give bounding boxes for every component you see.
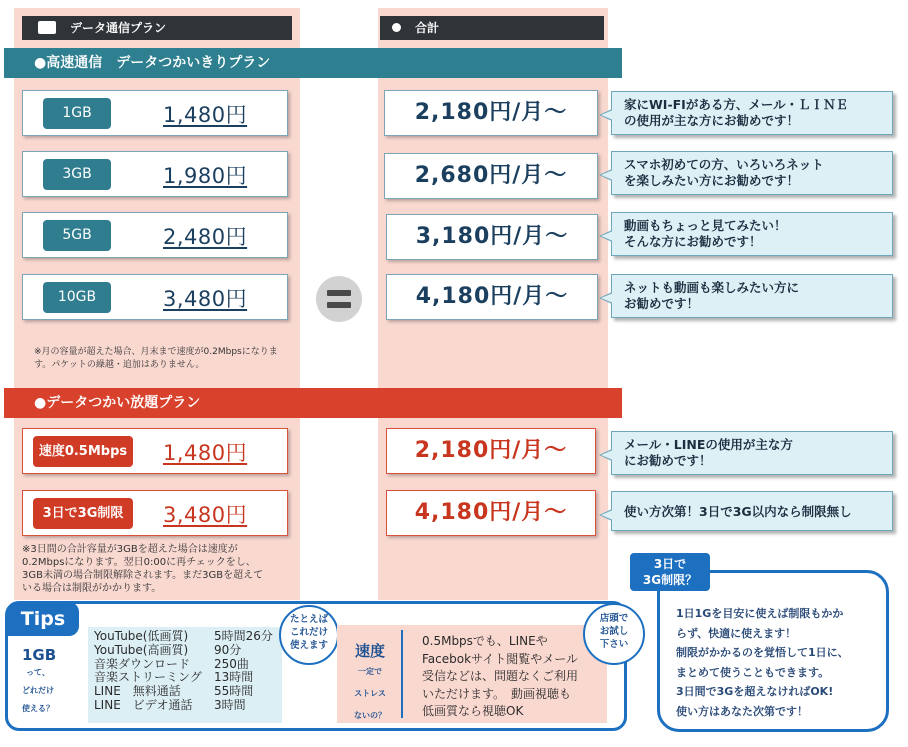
plan-tag: 1GB <box>43 98 111 129</box>
speed-sub-line: ないの？ <box>354 711 386 720</box>
recommendation-line: そんな方にお勧めです！ <box>624 234 762 249</box>
plan-row-1gb[interactable] <box>22 90 288 136</box>
speed-divider <box>401 630 403 718</box>
note-line: ※月の容量が超えた場合、月末まで速度が0.2Mbpsになりま <box>34 347 278 357</box>
total-3day-3g-limit: 4,180円/月～ <box>386 490 596 536</box>
usage-value: 250曲 <box>214 656 249 671</box>
speed-sub-line: 一定で <box>358 667 382 676</box>
tips-question-line: 使える？ <box>22 704 54 713</box>
recommendation-10gb <box>611 274 893 318</box>
speed-text <box>422 633 610 721</box>
usage-list <box>94 630 278 713</box>
plan-price: 3,480円 <box>163 503 248 527</box>
usage-name: LINE 無料通話 <box>94 684 181 699</box>
limit-info-line: 使い方はあなた次第です！ <box>676 704 808 718</box>
plan-price: 1,480円 <box>163 103 248 127</box>
usage-value: 90分 <box>214 642 242 657</box>
limit-info-line: らず、快適に使えます！ <box>676 626 797 640</box>
usage-name: YouTube(高画質) <box>94 642 189 657</box>
plan-price: 2,480円 <box>163 225 248 249</box>
equals-icon <box>316 276 362 322</box>
recommendation-line: 使い方次第！3日で3G以内なら制限無し <box>624 504 852 519</box>
usage-row <box>94 630 278 644</box>
recommendation-1gb <box>611 91 893 135</box>
recommendation-speed-0-5mbps <box>611 431 893 475</box>
equals-bar <box>327 290 351 296</box>
limit-badge-line: 3日で <box>653 557 687 571</box>
recommendation-line: スマホ初めての方、いろいろネット <box>624 157 824 172</box>
bubble-line: 下さい <box>599 639 629 650</box>
total-5gb: 3,180円/月～ <box>386 214 598 260</box>
unlimited-section-title: ●データつかい放題プラン <box>4 388 622 418</box>
recommendation-line: 家にWI-FIがある方、メール・ＬＩＮＥ <box>624 97 849 112</box>
speed-text-line: Facebokサイト閲覧やメール <box>422 651 578 666</box>
bubble-line: 店頭で <box>599 613 629 624</box>
recommendation-line: ネットも動画も楽しみたい方に <box>624 280 800 295</box>
note-line: 0.2Mbpsになります。翌日0:00に再チェックをし、 <box>22 557 256 568</box>
note-line: す。パケットの繰越・追加はありません。 <box>34 360 205 370</box>
plan-tag: 3GB <box>43 159 111 190</box>
recommendation-line: 動画もちょっと見てみたい！ <box>624 218 787 233</box>
plan-tag: 3日で3G制限 <box>33 498 133 529</box>
card-icon <box>38 21 56 34</box>
usage-row <box>94 644 278 658</box>
example-bubble <box>279 605 339 665</box>
usage-value: 13時間 <box>214 670 254 685</box>
plan-tag: 速度0.5Mbps <box>33 436 133 467</box>
bubble-line: たとえば <box>289 614 328 625</box>
recommendation-line: にお勧めです！ <box>624 453 712 468</box>
limit-info-line: まとめて使うこともできます。 <box>676 665 830 679</box>
total-10gb: 4,180円/月～ <box>386 274 598 320</box>
total-3gb: 2,680円/月～ <box>384 153 598 199</box>
usage-row <box>94 699 278 713</box>
recommendation-line: の使用が主な方にお勧めです！ <box>624 113 800 128</box>
high-speed-note <box>34 346 298 372</box>
note-line: いる場合は制限がかかります。 <box>22 583 162 594</box>
bullet-icon <box>392 23 401 32</box>
plan-price: 1,980円 <box>163 164 248 188</box>
plan-price: 1,480円 <box>163 441 248 465</box>
data-plan-header <box>22 16 292 40</box>
speed-title: 速度 <box>354 642 385 660</box>
recommendation-3gb <box>611 151 893 195</box>
tips-question-line: どれだけ <box>22 686 54 695</box>
usage-value: 3時間 <box>214 697 246 712</box>
tips-question-line: って、 <box>26 668 50 677</box>
plan-row-speed-0-5mbps[interactable] <box>22 428 288 474</box>
limit-badge <box>630 553 710 591</box>
tips-question <box>22 646 82 718</box>
total-header-label: 合計 <box>415 21 440 35</box>
speed-text-line: 0.5Mbpsでも、LINEや <box>422 634 548 648</box>
total-header <box>380 16 604 40</box>
limit-info-line: 制限がかかるのを覚悟して1日に、 <box>676 646 849 659</box>
speed-text-line: 受信などは、問題なくご利用 <box>422 669 579 683</box>
high-speed-section-title: ●高速通信 データつかいきりプラン <box>4 48 622 78</box>
recommendation-3day-3g-limit <box>611 491 893 531</box>
total-speed-0-5mbps: 2,180円/月～ <box>386 428 596 474</box>
plan-row-3day-3g-limit[interactable] <box>22 490 288 536</box>
plan-tag: 10GB <box>43 282 111 313</box>
tips-label: Tips <box>7 602 79 636</box>
data-plan-header-label: データ通信プラン <box>70 21 167 35</box>
usage-name: 音楽ストリーミング <box>94 670 202 685</box>
recommendation-line: を楽しみたい方にお勧めです！ <box>624 173 800 188</box>
plan-tag: 5GB <box>43 220 111 251</box>
usage-value: 55時間 <box>214 684 254 699</box>
unlimited-note <box>22 543 298 595</box>
plan-row-3gb[interactable] <box>22 151 288 197</box>
usage-name: LINE ビデオ通話 <box>94 697 193 712</box>
total-1gb: 2,180円/月～ <box>384 90 598 136</box>
recommendation-5gb <box>611 212 893 256</box>
usage-row <box>94 685 278 699</box>
limit-badge-line: 3G制限？ <box>642 573 698 587</box>
speed-sub-line: ストレス <box>354 689 386 698</box>
plan-price: 3,480円 <box>163 287 248 311</box>
note-line: 3GB未満の場合制限解除されます。まだ3GBを超えて <box>22 570 264 581</box>
speed-text-line: いただけます。 動画視聴も <box>422 686 572 701</box>
plan-row-10gb[interactable] <box>22 274 288 320</box>
usage-name: 音楽ダウンロード <box>94 656 191 671</box>
limit-info-text <box>676 604 886 721</box>
speed-text-line: 低画質なら視聴OK <box>422 704 524 718</box>
try-in-store-bubble <box>583 603 645 665</box>
limit-info-line: 3日間で3Gを超えなければOK! <box>676 685 834 698</box>
equals-bar <box>327 302 351 308</box>
note-line: ※3日間の合計容量が3GBを超えた場合は速度が <box>22 544 238 555</box>
speed-question <box>343 640 397 727</box>
bubble-line: これだけ <box>289 627 328 638</box>
tips-question-big: 1GB <box>22 646 57 664</box>
plan-row-5gb[interactable] <box>22 212 288 258</box>
bubble-line: お試し <box>599 626 629 637</box>
usage-value: 5時間26分 <box>214 629 273 643</box>
bubble-line: 使えます <box>289 640 328 651</box>
usage-name: YouTube(低画質) <box>94 629 189 643</box>
recommendation-line: お勧めです！ <box>624 296 700 311</box>
recommendation-line: メール・LINEの使用が主な方 <box>624 437 793 452</box>
limit-info-line: 1日1Gを目安に使えば制限もかか <box>676 607 844 620</box>
